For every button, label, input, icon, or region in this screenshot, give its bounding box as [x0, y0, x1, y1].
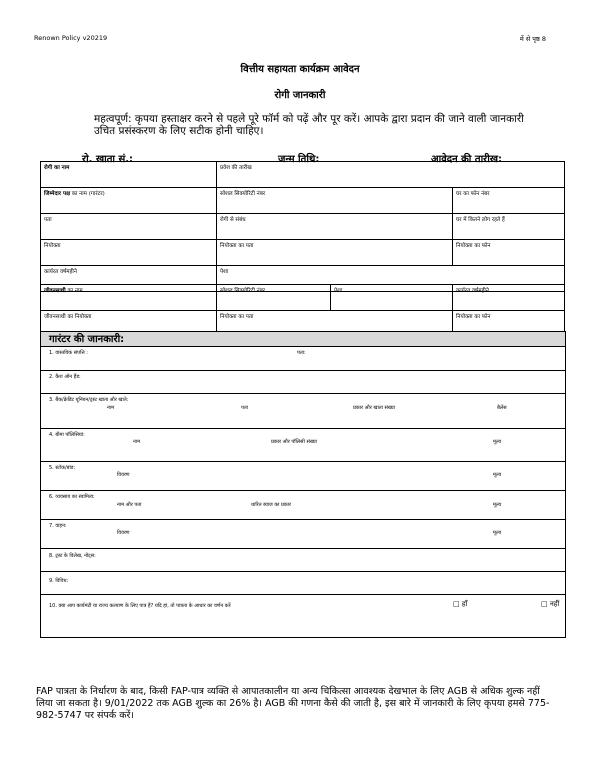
bank-accounts-label: 3. बैंक/क्रेडिट यूनियन/ट्रस्ट खाता और खाते: [49, 397, 129, 403]
guarantor-label-rest: का नाम (गारंटर) [70, 191, 105, 197]
spouse-label-rest: का नाम [65, 288, 83, 294]
employer-field[interactable]: नियोक्ता [41, 240, 217, 266]
occupation-field[interactable]: पेशा [217, 266, 565, 292]
bank-type-col: प्रकार और खाता संख्या [353, 405, 395, 411]
insurance-name-col: नाम [133, 439, 141, 445]
patient-info-table [40, 161, 565, 292]
section-title: रोगी जानकारी [274, 90, 326, 101]
insurance-label: 4. बीमा पॉलिसियां: [49, 432, 85, 438]
policy-version: Renown Policy v20219 [34, 34, 108, 42]
employer-phone-field[interactable]: नियोक्ता का फोन [453, 240, 565, 266]
vehicles-row[interactable] [41, 520, 565, 549]
patient-row-3 [41, 214, 565, 240]
intro-text: महत्वपूर्ण: कृपया हस्ताक्षर करने से पहले पूरे फॉर्म को पढ़ें और पूर करें। आपके द्वारा प्रदान की जाने वाली जानकारी उचित प्रसंस्करण के लिए सटीक होनी चाहिए। [94, 113, 524, 137]
guarantor-label-bold: जिम्मेदार पक्ष [44, 191, 71, 197]
guarantor-ssn-field[interactable]: सोशल सिक्योरिटी नंबर [217, 188, 453, 214]
relationship-field[interactable]: रोगी से संबंध [217, 214, 453, 240]
insurance-value-col: मूल्य [493, 439, 502, 445]
vehicles-value-col: मूल्य [493, 530, 502, 536]
spouse-years-employed-field[interactable]: कार्यरत वर्षमहीने [453, 285, 565, 311]
insurance-type-col: प्रकार और पॉलिसी संख्या [271, 439, 317, 445]
home-phone-field[interactable]: घर का फोन नंबर [453, 188, 565, 214]
stocks-row[interactable] [41, 462, 565, 491]
bank-address-col: पता [241, 405, 248, 411]
patient-row-4 [41, 240, 565, 266]
insurance-row[interactable] [41, 429, 565, 462]
business-name-col: नाम और पता [117, 502, 142, 508]
spouse-employer-address-field[interactable]: नियोक्ता का पता [217, 311, 453, 337]
spouse-name-field[interactable] [41, 285, 217, 311]
business-value-col: मूल्य [493, 502, 502, 508]
welfare-no-checkbox[interactable]: □ नहीं [541, 600, 560, 608]
spouse-employer-field[interactable]: जीवनसाथी का नियोक्ता [41, 311, 217, 337]
guarantor-heading: गारंटर की जानकारी: [41, 332, 565, 347]
patient-row-1 [41, 162, 565, 188]
form-title: वित्तीय सहायता कार्यक्रम आवेदन [240, 64, 360, 75]
vehicles-label: 7. वाहन: [49, 523, 67, 529]
spouse-occupation-field[interactable]: पेशा [331, 285, 453, 311]
guarantor-name-field[interactable] [41, 188, 217, 214]
admission-date-field[interactable]: प्रवेश की तारीख [217, 162, 565, 188]
cash-on-hand-label: 2. कैश ऑन हैंड: [49, 374, 81, 380]
welfare-yes-checkbox[interactable]: □ हाँ [453, 600, 468, 608]
page-number: में से पृष्ठ 8 [519, 35, 546, 43]
application-date-label: आवेदन की तारीख: [431, 154, 503, 165]
misc-row[interactable] [41, 572, 565, 595]
business-label: 6. व्यवसाय का स्वामित्व: [49, 494, 95, 500]
business-row[interactable] [41, 491, 565, 520]
stocks-label: 5. स्टॉक/बांड: [49, 465, 76, 471]
stocks-description-col: विवरण [117, 472, 130, 478]
guarantor-section [40, 331, 566, 638]
spouse-label-bold: जीवनसाथी [44, 288, 66, 294]
patient-row-2 [41, 188, 565, 214]
bank-name-col: नाम [107, 405, 115, 411]
address-field[interactable]: पता [41, 214, 217, 240]
vehicles-description-col: विवरण [117, 530, 130, 536]
bank-balance-col: बैलेंस [497, 405, 507, 411]
spouse-ssn-field[interactable]: सोशल सिक्योरिटी नंबर [217, 285, 331, 311]
business-interest-col: धारित ब्याज का प्रकार [251, 502, 292, 508]
patient-name-field[interactable]: रोगी का नाम [41, 162, 217, 188]
spouse-employer-phone-field[interactable]: नियोक्ता का फोन [453, 311, 565, 337]
cash-on-hand-row[interactable] [41, 371, 565, 394]
spouse-info-table [40, 284, 565, 337]
years-employed-field[interactable]: कार्यरत वर्षमहीने [41, 266, 217, 292]
employer-address-field[interactable]: नियोक्ता का पता [217, 240, 453, 266]
bank-accounts-row[interactable] [41, 394, 565, 429]
welfare-row [41, 595, 565, 636]
spouse-row-1 [41, 285, 565, 311]
agb-footer-note: FAP पात्रता के निर्धारण के बाद, किसी FAP-पात्र व्यक्ति से आपातकालीन या अन्य चिकित्सा आवश्यक देखभाल के लिए AGB से अधिक शुल्क नहीं लिया जा सकता है। 9/01/2022 तक AGB शुल्क का 26% है। AGB की गणना कैसे की जाती है, इस बारे में जानकारी के लिए कृपया हमसे 775-982-5747 पर संपर्क करें। [36, 686, 550, 721]
trust-deeds-label: 8. ट्रस्ट के विलेख, नोट्स: [49, 553, 96, 559]
trust-deeds-row[interactable] [41, 549, 565, 572]
stocks-value-col: मूल्य [493, 472, 502, 478]
welfare-question: 10. क्या आप कार्यमंटी या राज्य कल्याण के लिए पात्र हैं? यदि हां, तो पात्रता के आधार का वर्णन करें [49, 603, 231, 609]
real-estate-address-label: पता: [297, 350, 306, 356]
misc-label: 9. विविध: [49, 578, 69, 584]
birth-date-label: जन्म तिथि: [278, 154, 320, 165]
household-size-field[interactable]: घर में कितने लोग रहते हैं [453, 214, 565, 240]
account-number-label: रो. खाता सं.: [82, 154, 134, 165]
real-estate-row[interactable] [41, 348, 565, 371]
real-estate-label: 1. वास्तविक संपत्ति : [49, 350, 88, 356]
